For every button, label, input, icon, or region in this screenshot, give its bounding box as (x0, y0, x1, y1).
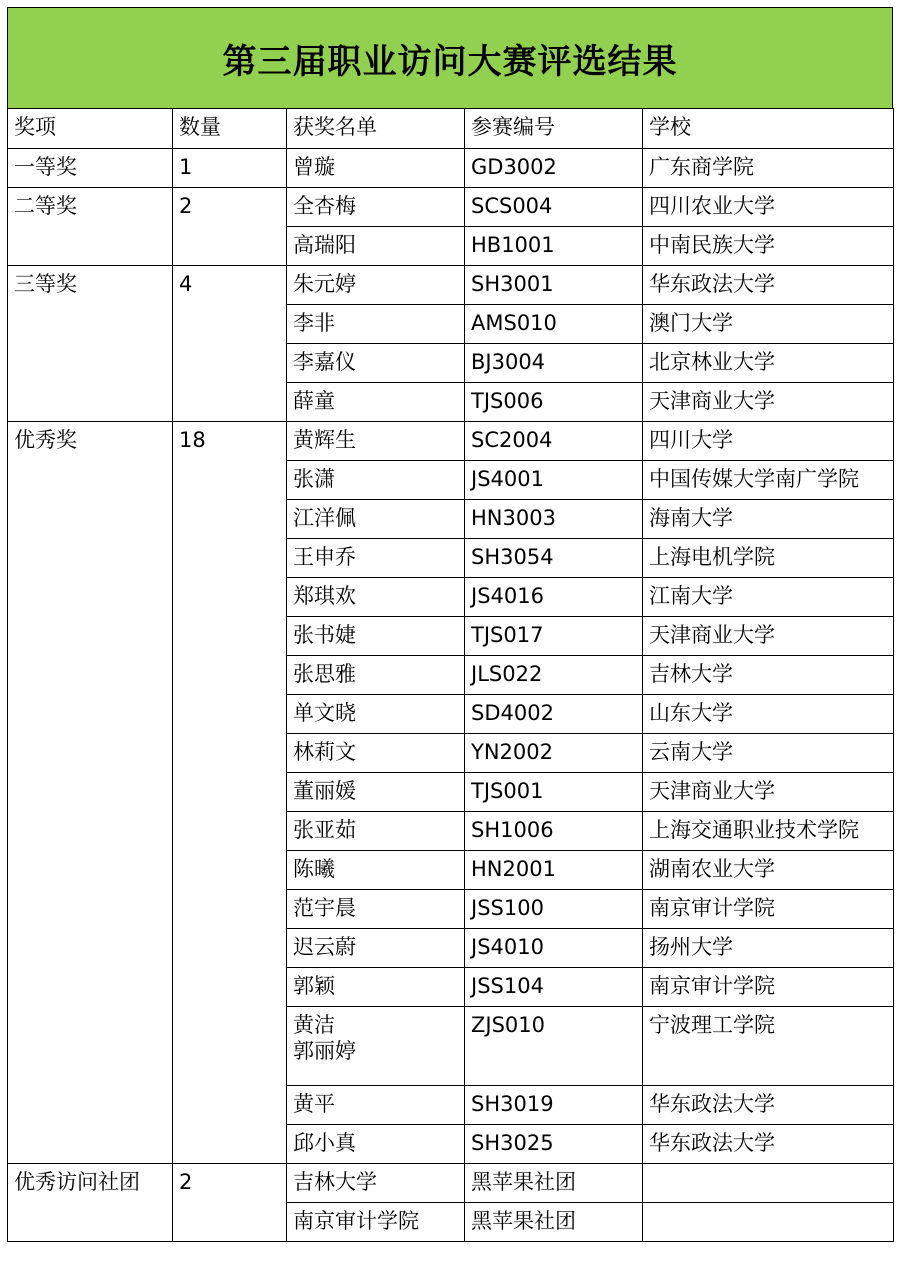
school-cell: 吉林大学 (643, 656, 894, 695)
winner-name-cell (287, 461, 465, 500)
school-cell: 四川大学 (643, 422, 894, 461)
page-title: 第三届职业访问大赛评选结果 (222, 41, 678, 82)
count-cell: 4 (173, 266, 287, 422)
winner-name-cell (287, 656, 465, 695)
entry-id-cell: TJS001 (465, 773, 643, 812)
count-cell: 2 (173, 1164, 287, 1242)
winner-name-cell (287, 773, 465, 812)
winner-name: 李嘉仪 (293, 350, 356, 374)
winner-name: 薛童 (293, 389, 335, 413)
school-cell: 扬州大学 (643, 929, 894, 968)
winner-name-cell (287, 383, 465, 422)
winner-name: 黄平 (293, 1092, 335, 1116)
entry-id-cell: SH3019 (465, 1086, 643, 1125)
school-cell: 天津商业大学 (643, 773, 894, 812)
school-cell: 华东政法大学 (643, 266, 894, 305)
winner-name: 林莉文 (293, 740, 356, 764)
school-cell: 四川农业大学 (643, 188, 894, 227)
entry-id-cell: 黑苹果社团 (465, 1203, 643, 1242)
winner-name: 南京审计学院 (293, 1209, 419, 1233)
entry-id-cell: JS4016 (465, 578, 643, 617)
winner-name: 李非 (293, 311, 335, 335)
school-cell: 广东商学院 (643, 149, 894, 188)
winner-name-cell (287, 1203, 465, 1242)
school-cell: 云南大学 (643, 734, 894, 773)
count-cell: 18 (173, 422, 287, 1164)
winner-name: 吉林大学 (293, 1170, 377, 1194)
winner-name: 邱小真 (293, 1131, 356, 1155)
winner-name: 张亚茹 (293, 818, 356, 842)
winner-name: 朱元婷 (293, 272, 356, 296)
winner-name-cell (287, 266, 465, 305)
entry-id-cell: YN2002 (465, 734, 643, 773)
school-cell: 上海电机学院 (643, 539, 894, 578)
school-cell: 上海交通职业技术学院 (643, 812, 894, 851)
winner-name-cell (287, 149, 465, 188)
header-winners: 获奖名单 (287, 109, 465, 149)
winner-name-cell (287, 227, 465, 266)
winner-name-cell (287, 1164, 465, 1203)
winner-name-cell (287, 968, 465, 1007)
entry-id-cell: AMS010 (465, 305, 643, 344)
winner-name: 董丽媛 (293, 779, 356, 803)
winner-name-cell (287, 1086, 465, 1125)
winner-name-cell (287, 1125, 465, 1164)
award-cell: 二等奖 (8, 188, 173, 266)
award-cell: 三等奖 (8, 266, 173, 422)
award-cell: 优秀访问社团 (8, 1164, 173, 1242)
winner-name-cell (287, 305, 465, 344)
header-award: 奖项 (8, 109, 173, 149)
winner-name: 郑琪欢 (293, 584, 356, 608)
school-cell: 北京林业大学 (643, 344, 894, 383)
winner-name-cell (287, 929, 465, 968)
winner-name-cell (287, 344, 465, 383)
school-cell: 澳门大学 (643, 305, 894, 344)
winner-name: 曾璇 (293, 155, 335, 179)
winner-name-cell (287, 578, 465, 617)
count-cell: 1 (173, 149, 287, 188)
winner-name: 黄辉生 (293, 428, 356, 452)
winner-name: 张潇 (293, 467, 335, 491)
entry-id-cell: SH3025 (465, 1125, 643, 1164)
winner-name-cell (287, 539, 465, 578)
school-cell: 山东大学 (643, 695, 894, 734)
winner-name-cell (287, 422, 465, 461)
entry-id-cell: JS4001 (465, 461, 643, 500)
school-cell: 中国传媒大学南广学院 (643, 461, 894, 500)
entry-id-cell: HN3003 (465, 500, 643, 539)
school-cell: 天津商业大学 (643, 617, 894, 656)
winner-name: 王申乔 (293, 545, 356, 569)
entry-id-cell: SD4002 (465, 695, 643, 734)
entry-id-cell: BJ3004 (465, 344, 643, 383)
entry-id-cell: JS4010 (465, 929, 643, 968)
entry-id-cell: TJS006 (465, 383, 643, 422)
winner-name: 高瑞阳 (293, 233, 356, 257)
table-header-row (8, 109, 894, 149)
school-cell: 江南大学 (643, 578, 894, 617)
school-cell: 南京审计学院 (643, 968, 894, 1007)
winner-name: 全杏梅 (293, 194, 356, 218)
winner-name-cell (287, 851, 465, 890)
winner-name-cell (287, 1007, 465, 1086)
entry-id-cell: HN2001 (465, 851, 643, 890)
winner-name-cell (287, 734, 465, 773)
winner-name: 单文晓 (293, 701, 356, 725)
table-row (8, 422, 894, 461)
winner-name-cell (287, 695, 465, 734)
school-cell: 天津商业大学 (643, 383, 894, 422)
count-cell: 2 (173, 188, 287, 266)
winner-name: 张书婕 (293, 623, 356, 647)
header-school: 学校 (643, 109, 894, 149)
school-cell: 华东政法大学 (643, 1125, 894, 1164)
school-cell (643, 1164, 894, 1203)
winner-name: 江洋佩 (293, 506, 356, 530)
title-banner (7, 7, 893, 109)
header-count: 数量 (173, 109, 287, 149)
winner-name: 陈曦 (293, 857, 335, 881)
winner-name-second: 郭丽婷 (293, 1039, 356, 1063)
entry-id-cell: JLS022 (465, 656, 643, 695)
results-table (7, 108, 894, 1242)
school-cell: 宁波理工学院 (643, 1007, 894, 1086)
award-cell: 优秀奖 (8, 422, 173, 1164)
winner-name-cell (287, 500, 465, 539)
entry-id-cell: JSS104 (465, 968, 643, 1007)
entry-id-cell: JSS100 (465, 890, 643, 929)
school-cell: 华东政法大学 (643, 1086, 894, 1125)
winner-name: 范宇晨 (293, 896, 356, 920)
school-cell: 湖南农业大学 (643, 851, 894, 890)
table-row (8, 188, 894, 227)
winner-name: 郭颖 (293, 974, 335, 998)
winner-name-cell (287, 812, 465, 851)
entry-id-cell: HB1001 (465, 227, 643, 266)
entry-id-cell: SH1006 (465, 812, 643, 851)
table-row (8, 149, 894, 188)
entry-id-cell: TJS017 (465, 617, 643, 656)
table-row (8, 1164, 894, 1203)
school-cell: 中南民族大学 (643, 227, 894, 266)
entry-id-cell: SH3001 (465, 266, 643, 305)
table-row (8, 266, 894, 305)
header-entry-id: 参赛编号 (465, 109, 643, 149)
winner-name: 张思雅 (293, 662, 356, 686)
school-cell: 南京审计学院 (643, 890, 894, 929)
winner-name-cell (287, 890, 465, 929)
entry-id-cell: SH3054 (465, 539, 643, 578)
winner-name: 迟云蔚 (293, 935, 356, 959)
winner-name-cell (287, 617, 465, 656)
entry-id-cell: ZJS010 (465, 1007, 643, 1086)
entry-id-cell: GD3002 (465, 149, 643, 188)
school-cell (643, 1203, 894, 1242)
winner-name-cell (287, 188, 465, 227)
entry-id-cell: 黑苹果社团 (465, 1164, 643, 1203)
winner-name: 黄洁 (293, 1013, 335, 1037)
entry-id-cell: SCS004 (465, 188, 643, 227)
entry-id-cell: SC2004 (465, 422, 643, 461)
results-table-body (8, 109, 894, 1242)
results-sheet (7, 7, 893, 1242)
school-cell: 海南大学 (643, 500, 894, 539)
award-cell: 一等奖 (8, 149, 173, 188)
